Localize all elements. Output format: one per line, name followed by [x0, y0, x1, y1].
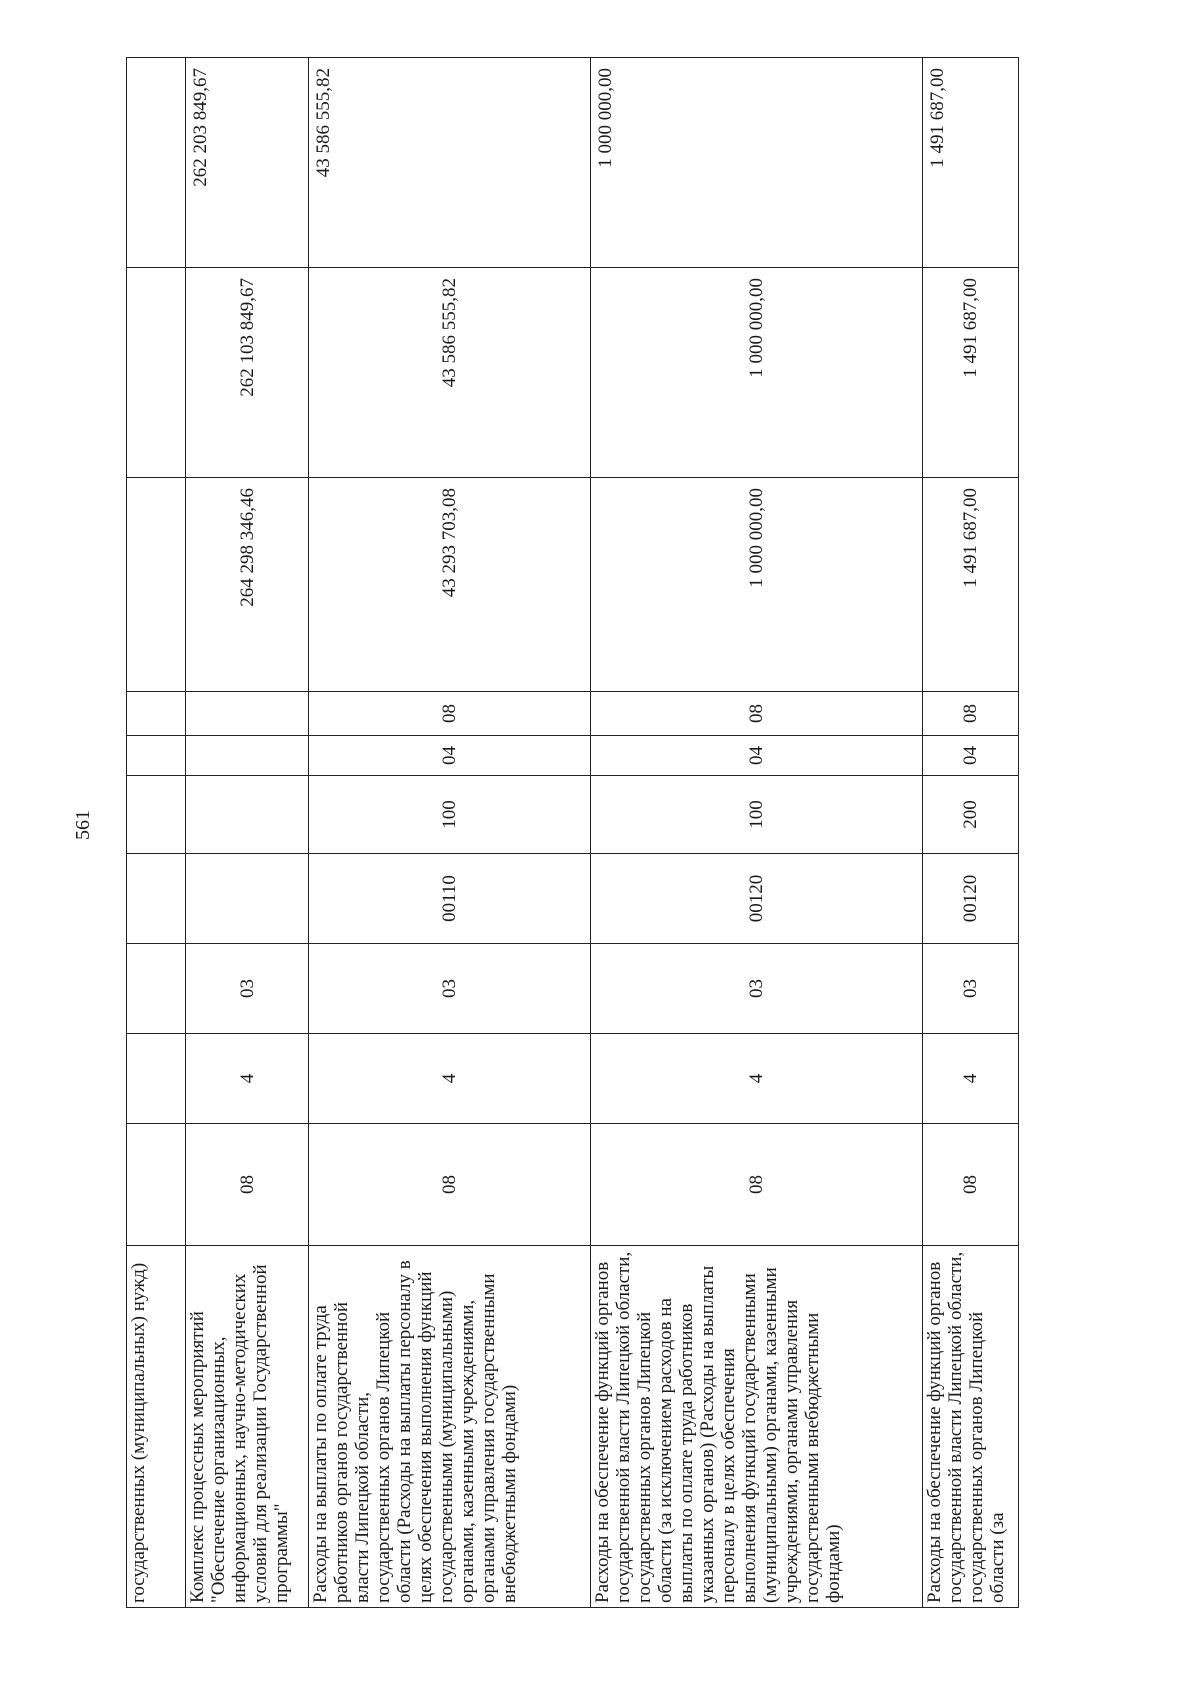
- row-name-cell: Расходы на обеспечение функций органов государственной власти Липецкой области, государственных органов Липецкой области (за: [923, 1246, 1019, 1608]
- row-name-cell: Расходы на обеспечение функций органов государственной власти Липецкой области, государственных органов Липецкой области (за исключением расходов на выплаты по оплате труда работников указанных органов) (Расходы на выплаты персоналу в целях обеспечения выполнения функций государственными (муниципальными) органами, казенными учреждениями, органами управления государственными внебюджетными фондами): [591, 1246, 923, 1608]
- row-name-cell: Расходы на выплаты по оплате труда работников органов государственной власти Липецкой области, государственных органов Липецкой области (Расходы на выплаты персоналу в целях обеспечения выполнения функций государственными (муниципальными) органами, казенными учреждениями, органами управления государственными внебюджетными фондами): [309, 1246, 591, 1608]
- code-cell: 04: [309, 736, 591, 776]
- code-cell: [186, 854, 309, 944]
- code-cell: 08: [591, 1124, 923, 1246]
- code-cell: [127, 776, 186, 854]
- code-cell: 100: [591, 776, 923, 854]
- code-cell: [186, 692, 309, 736]
- amount-cell: 1 000 000,00: [591, 58, 923, 268]
- code-cell: 08: [186, 1124, 309, 1246]
- code-cell: 4: [309, 1034, 591, 1124]
- amount-cell: 1 000 000,00: [591, 268, 923, 478]
- code-cell: 03: [923, 944, 1019, 1034]
- code-cell: [127, 736, 186, 776]
- code-cell: 4: [923, 1034, 1019, 1124]
- amount-cell: [127, 478, 186, 692]
- amount-cell: [127, 268, 186, 478]
- table-row: [591, 58, 923, 1608]
- page-number: 561: [72, 810, 94, 840]
- code-cell: 00110: [309, 854, 591, 944]
- amount-cell: 1 491 687,00: [923, 478, 1019, 692]
- code-cell: [127, 1034, 186, 1124]
- code-cell: 4: [186, 1034, 309, 1124]
- amount-cell: 264 298 346,46: [186, 478, 309, 692]
- code-cell: 00120: [923, 854, 1019, 944]
- code-cell: [127, 944, 186, 1034]
- amount-cell: 43 293 703,08: [309, 478, 591, 692]
- code-cell: 08: [309, 692, 591, 736]
- code-cell: [127, 854, 186, 944]
- amount-cell: 1 491 687,00: [923, 268, 1019, 478]
- budget-table: [126, 57, 1019, 1608]
- code-cell: 04: [591, 736, 923, 776]
- code-cell: 03: [309, 944, 591, 1034]
- code-cell: 200: [923, 776, 1019, 854]
- code-cell: 08: [309, 1124, 591, 1246]
- code-cell: 08: [923, 1124, 1019, 1246]
- code-cell: [186, 776, 309, 854]
- code-cell: 08: [923, 692, 1019, 736]
- code-cell: 03: [186, 944, 309, 1034]
- code-cell: 4: [591, 1034, 923, 1124]
- amount-cell: 1 000 000,00: [591, 478, 923, 692]
- code-cell: [186, 736, 309, 776]
- table-row: [309, 58, 591, 1608]
- code-cell: [127, 692, 186, 736]
- amount-cell: [127, 58, 186, 268]
- table-row: [186, 58, 309, 1608]
- row-name-cell: Комплекс процессных мероприятий "Обеспечение организационных, информационных, научно-методических условий для реализации Государственной программы": [186, 1246, 309, 1608]
- budget-table-sheet: [126, 58, 1056, 1608]
- amount-cell: 43 586 555,82: [309, 268, 591, 478]
- code-cell: 08: [591, 692, 923, 736]
- amount-cell: 262 203 849,67: [186, 58, 309, 268]
- table-row: [127, 58, 186, 1608]
- amount-cell: 1 491 687,00: [923, 58, 1019, 268]
- table-row: [923, 58, 1019, 1608]
- row-name-cell: государственных (муниципальных) нужд): [127, 1246, 186, 1608]
- amount-cell: 43 586 555,82: [309, 58, 591, 268]
- code-cell: 03: [591, 944, 923, 1034]
- code-cell: 100: [309, 776, 591, 854]
- amount-cell: 262 103 849,67: [186, 268, 309, 478]
- code-cell: 04: [923, 736, 1019, 776]
- code-cell: [127, 1124, 186, 1246]
- code-cell: 00120: [591, 854, 923, 944]
